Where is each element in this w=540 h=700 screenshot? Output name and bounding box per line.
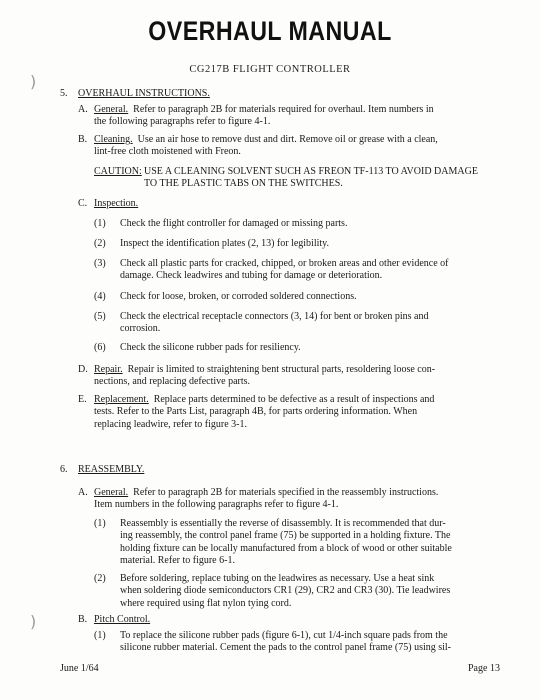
- para-5d: [94, 364, 508, 389]
- inspection-item-number: (3): [94, 258, 106, 269]
- para-text: Use an air hose to remove dust and dirt. Remove oil or grease with a clean,: [137, 134, 438, 145]
- footer-date: June 1/64: [60, 663, 99, 674]
- inspection-line: corrosion.: [120, 323, 161, 335]
- reassembly-line: where required using flat nylon tying cord.: [120, 597, 292, 609]
- inspection-item-number: (4): [94, 291, 106, 302]
- para-6a-label: A.: [78, 487, 88, 498]
- pitch-line: silicone rubber material. Cement the pads to the control panel frame (75) using sil-: [120, 642, 452, 654]
- para-heading: General.: [94, 487, 129, 498]
- para-text: Replace parts determined to be defective as a result of inspections and: [153, 394, 435, 405]
- para-text: the following paragraphs refer to figure 4-1.: [94, 116, 271, 128]
- inspection-item-number: (5): [94, 311, 106, 322]
- para-text: Refer to paragraph 2B for materials required for overhaul. Item numbers in: [133, 104, 434, 115]
- reassembly-line: when soldering diode semiconductors CR1 (29), CR2 and CR3 (30). Tie leadwires: [120, 585, 451, 597]
- page-number: Page 13: [468, 663, 500, 674]
- reassembly-line: Reassembly is essentially the reverse of disassembly. It is recommended that dur-: [120, 518, 446, 529]
- caution-line: USE A CLEANING SOLVENT SUCH AS FREON TF-113 TO AVOID DAMAGE: [144, 166, 478, 177]
- pitch-line: To replace the silicone rubber pads (figure 6-1), cut 1/4-inch square pads from the: [120, 630, 448, 641]
- section-6-title: REASSEMBLY.: [78, 464, 145, 475]
- para-5a-label: A.: [78, 104, 88, 115]
- inspection-item: [120, 311, 510, 336]
- para-5b-label: B.: [78, 134, 88, 145]
- pitch-item: [120, 630, 510, 655]
- para-5b: [94, 134, 506, 159]
- inspection-item-number: (6): [94, 342, 106, 353]
- para-text: replacing leadwire, refer to figure 3-1.: [94, 418, 247, 430]
- para-6b-heading: Pitch Control.: [94, 614, 151, 625]
- para-5c-label: C.: [78, 198, 88, 209]
- reassembly-item: [120, 573, 510, 610]
- para-heading: Replacement.: [94, 394, 149, 405]
- binder-mark-bottom: ): [30, 612, 37, 631]
- inspection-item-number: (2): [94, 238, 106, 249]
- inspection-item: Check the flight controller for damaged or missing parts.: [120, 218, 348, 229]
- inspection-item: Check for loose, broken, or corroded soldered connections.: [120, 291, 357, 302]
- para-heading: General.: [94, 104, 129, 115]
- page-subtitle: CG217B FLIGHT CONTROLLER: [189, 64, 351, 75]
- reassembly-line: material. Refer to figure 6-1.: [120, 555, 235, 567]
- para-text: Refer to paragraph 2B for materials specified in the reassembly instructions.: [133, 487, 439, 498]
- inspection-item-number: (1): [94, 218, 106, 229]
- section-6-number: 6.: [60, 464, 68, 475]
- inspection-item: Check the silicone rubber pads for resiliency.: [120, 342, 301, 353]
- para-heading: Repair.: [94, 364, 123, 375]
- reassembly-item-number: (2): [94, 573, 106, 584]
- para-5e-label: E.: [78, 394, 87, 405]
- para-text: nections, and replacing defective parts.: [94, 376, 251, 388]
- caution-heading: CAUTION:: [94, 166, 142, 177]
- page-title: OVERHAUL MANUAL: [148, 16, 392, 46]
- caution-line: TO THE PLASTIC TABS ON THE SWITCHES.: [144, 178, 343, 190]
- reassembly-item: [120, 518, 510, 568]
- para-text: Item numbers in the following paragraphs refer to figure 4-1.: [94, 499, 339, 511]
- para-text: tests. Refer to the Parts List, paragraph 4B, for parts ordering information. When: [94, 406, 418, 418]
- para-5d-label: D.: [78, 364, 88, 375]
- para-text: Repair is limited to straightening bent structural parts, resoldering loose con-: [127, 364, 436, 375]
- para-heading: Cleaning.: [94, 134, 133, 145]
- reassembly-item-number: (1): [94, 518, 106, 529]
- reassembly-line: Before soldering, replace tubing on the leadwires as necessary. Use a heat sink: [120, 573, 435, 584]
- reassembly-line: holding fixture can be locally manufactured from a block of wood or other suitable: [120, 542, 452, 554]
- inspection-line: Check all plastic parts for cracked, chipped, or broken areas and other evidence of: [120, 258, 449, 269]
- inspection-item: Inspect the identification plates (2, 13) for legibility.: [120, 238, 330, 249]
- para-5c-heading: Inspection.: [94, 198, 139, 209]
- para-5e: [94, 394, 508, 431]
- reassembly-line: ing reassembly, the control panel frame (75) be supported in a holding fixture. The: [120, 530, 451, 542]
- para-6a: [94, 487, 508, 512]
- para-6b-label: B.: [78, 614, 88, 625]
- inspection-line: Check the electrical receptacle connectors (3, 14) for bent or broken pins and: [120, 311, 429, 322]
- inspection-line: damage. Check leadwires and tubing for damage or deterioration.: [120, 270, 383, 282]
- section-5-title: OVERHAUL INSTRUCTIONS.: [78, 88, 210, 99]
- caution-text: [144, 166, 514, 191]
- para-5a: [94, 104, 506, 129]
- section-5-number: 5.: [60, 88, 68, 99]
- pitch-item-number: (1): [94, 630, 106, 641]
- inspection-item: [120, 258, 510, 283]
- para-text: lint-free cloth moistened with Freon.: [94, 146, 241, 158]
- binder-mark-top: ): [30, 72, 37, 91]
